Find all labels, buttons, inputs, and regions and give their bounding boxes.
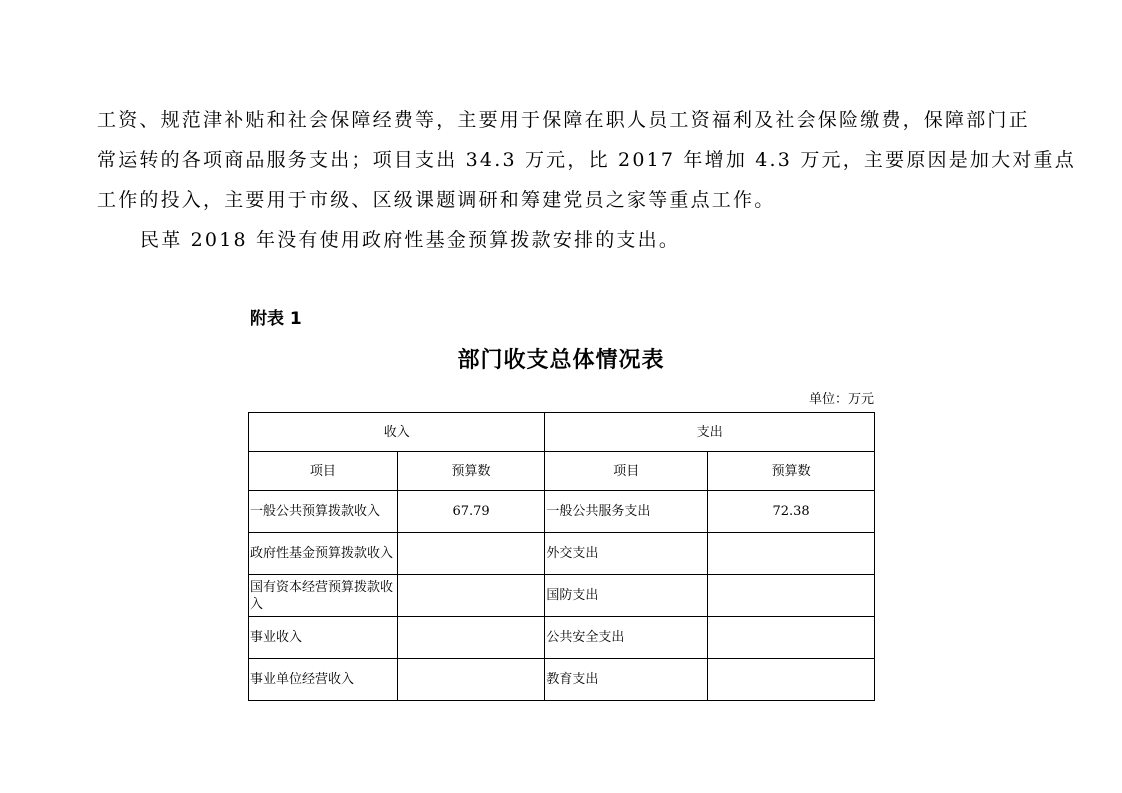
table-row xyxy=(249,575,875,617)
income-group-header: 收入 xyxy=(249,413,545,452)
table-row xyxy=(249,659,875,701)
income-expenditure-table xyxy=(248,412,875,701)
body-paragraph-2 xyxy=(140,220,1080,260)
column-header: 项目 xyxy=(249,452,398,491)
paragraph-line: 工作的投入，主要用于市级、区级课题调研和筹建党员之家等重点工作。 xyxy=(97,189,776,211)
paragraph-line: 工资、规范津补贴和社会保障经费等，主要用于保障在职人员工资福利及社会保险缴费，保障部门正 xyxy=(97,109,1030,131)
table-cell xyxy=(708,617,875,659)
table-cell: 教育支出 xyxy=(545,659,708,701)
table-cell: 公共安全支出 xyxy=(545,617,708,659)
table-cell xyxy=(708,575,875,617)
table-row xyxy=(249,491,875,533)
table-cell xyxy=(708,659,875,701)
table-group-header-row xyxy=(249,413,875,452)
table-cell: 政府性基金预算拨款收入 xyxy=(249,533,398,575)
table-cell: 事业收入 xyxy=(249,617,398,659)
table-cell: 外交支出 xyxy=(545,533,708,575)
table-cell: 一般公共预算拨款收入 xyxy=(249,491,398,533)
table-cell xyxy=(397,533,545,575)
table-cell xyxy=(708,533,875,575)
table-cell: 72.38 xyxy=(708,491,875,533)
table-column-header-row xyxy=(249,452,875,491)
table-row xyxy=(249,617,875,659)
table-cell: 一般公共服务支出 xyxy=(545,491,708,533)
table-cell xyxy=(397,575,545,617)
unit-label: 单位：万元 xyxy=(808,392,874,407)
expenditure-group-header: 支出 xyxy=(545,413,875,452)
column-header: 预算数 xyxy=(708,452,875,491)
appendix-label: 附表 1 xyxy=(250,309,302,329)
column-header: 预算数 xyxy=(397,452,545,491)
body-paragraph-1 xyxy=(97,100,1076,220)
table-title: 部门收支总体情况表 xyxy=(457,348,665,373)
table-cell: 事业单位经营收入 xyxy=(249,659,398,701)
table-row xyxy=(249,533,875,575)
table-cell xyxy=(397,617,545,659)
paragraph-line: 民革 2018 年没有使用政府性基金预算拨款安排的支出。 xyxy=(140,229,681,251)
table-cell: 国防支出 xyxy=(545,575,708,617)
table-cell: 国有资本经营预算拨款收入 xyxy=(249,575,398,617)
table-cell xyxy=(397,659,545,701)
column-header: 项目 xyxy=(545,452,708,491)
table-cell: 67.79 xyxy=(397,491,545,533)
paragraph-line: 常运转的各项商品服务支出；项目支出 34.3 万元，比 2017 年增加 4.3 万元，主要原因是加大对重点 xyxy=(97,149,1076,171)
